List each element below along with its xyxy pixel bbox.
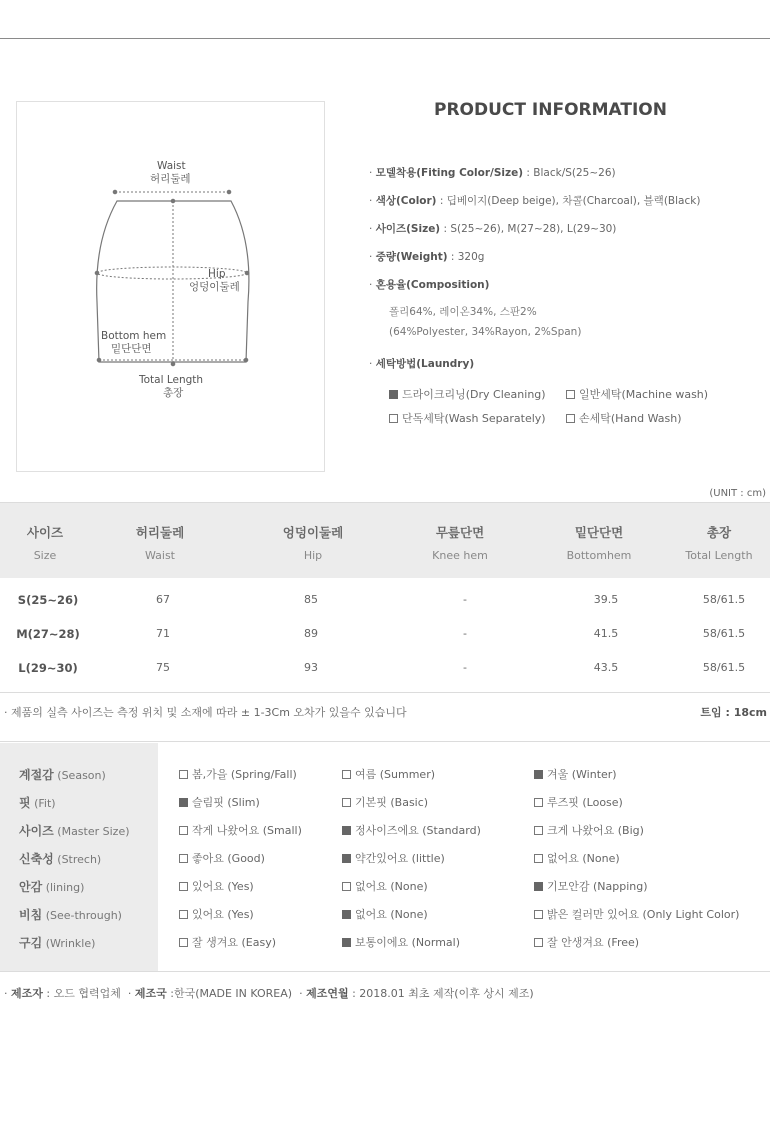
attribute-label [19,906,122,923]
bullet: · [369,251,373,263]
checkbox-checked-icon [534,770,543,779]
attribute-option [534,794,623,810]
pi-value: 딥베이지(Deep beige), 차콜(Charcoal), 블랙(Black) [446,195,701,207]
table-cell: 89 [304,627,318,640]
checkbox-empty-icon [179,854,188,863]
attribute-label-ko: 신축성 [19,852,54,866]
attribute-option [179,934,276,950]
attribute-label [19,850,101,867]
attribute-option-label: 좋아요 (Good) [192,852,265,865]
pi-key: 중량(Weight) [375,251,448,263]
checkbox-empty-icon [342,798,351,807]
checkbox-empty-icon [534,854,543,863]
pi-row-color [369,193,700,208]
th-ko: 밑단단면 [574,525,624,540]
skirt-diagram [16,101,325,472]
laundry-machine-wash [566,386,708,402]
attribute-option [342,794,428,810]
bullet: · [369,279,373,291]
attribute-label [19,934,95,951]
laundry-dry-cleaning [389,386,546,402]
th-knee [390,523,530,562]
checkbox-empty-icon [534,826,543,835]
th-bottomhem [529,523,669,562]
attribute-label-ko: 계절감 [19,768,54,782]
table-cell: 39.5 [593,593,619,606]
th-en: Hip [303,549,323,562]
th-en: Waist [144,549,175,562]
attribute-option-label: 슬림핏 (Slim) [192,796,260,809]
length-label-ko: 총장 [163,387,184,399]
pi-key: 모델착용(Fiting Color/Size) [375,167,524,179]
checkbox-checked-icon [389,390,398,399]
pi-row-composition [369,277,489,292]
pi-key: 사이즈(Size) [375,223,441,235]
table-cell: L(29~30) [18,661,78,675]
attribute-label-ko: 구김 [19,936,43,950]
checkbox-checked-icon [342,826,351,835]
checkbox-empty-icon [179,910,188,919]
table-cell: - [463,593,467,606]
attribute-label-en: (Fit) [34,797,56,810]
pi-key: 세탁방법(Laundry) [375,358,475,370]
attribute-option [179,906,254,922]
pi-key: 색상(Color) [375,195,437,207]
table-cell: - [463,627,467,640]
checkbox-empty-icon [389,414,398,423]
attribute-option [342,906,428,922]
waist-label-en: Waist [157,160,186,172]
slit-info: 트임 : 18cm [700,706,767,719]
attributes-bottom-divider [0,971,770,972]
attribute-option-label: 겨울 (Winter) [547,768,617,781]
attribute-option-label: 없어요 (None) [355,908,428,921]
attribute-option [179,822,302,838]
composition-en: (64%Polyester, 34%Rayon, 2%Span) [389,326,582,338]
attribute-option [534,906,739,922]
maker-value: 오드 협력업체 [53,987,121,1000]
attribute-label-en: (Season) [57,769,106,782]
table-cell: S(25~26) [17,593,79,607]
table-cell: 67 [156,593,170,606]
pi-key: 혼용율(Composition) [375,279,490,291]
attribute-option-label: 보통이에요 (Normal) [355,936,461,949]
pi-value: Black/S(25~26) [533,167,616,179]
table-cell: M(27~28) [16,627,80,641]
th-en: Size [33,549,57,562]
checkbox-checked-icon [342,854,351,863]
th-ko: 무릎단면 [435,525,485,540]
country-value: 한국(MADE IN KOREA) [173,987,293,1000]
length-label-en: Total Length [139,374,204,386]
attribute-option-label: 봄,가을 (Spring/Fall) [192,768,297,781]
pi-value: 320g [457,251,485,263]
hip-label-en: Hip [208,268,226,280]
country-label: 제조국 [134,987,167,1000]
attribute-option-label: 밝은 컬러만 있어요 (Only Light Color) [547,908,740,921]
bullet: · [369,195,373,207]
attribute-option [534,934,639,950]
checkbox-empty-icon [342,770,351,779]
attribute-option-label: 기모안감 (Napping) [547,880,648,893]
attribute-label-en: (See-through) [45,909,122,922]
attribute-label-ko: 비침 [19,908,43,922]
th-ko: 사이즈 [26,525,64,540]
attribute-label-en: (Wrinkle) [45,937,96,950]
attribute-option-label: 정사이즈에요 (Standard) [355,824,481,837]
checkbox-empty-icon [342,882,351,891]
attribute-option [179,794,260,810]
table-cell: 43.5 [593,661,619,674]
attribute-option-label: 기본핏 (Basic) [355,796,429,809]
date-value: 2018.01 최초 제작(이후 상시 제조) [359,987,534,1000]
pi-row-model [369,165,616,180]
checkbox-empty-icon [179,882,188,891]
attribute-label [19,794,56,811]
attribute-option [179,850,265,866]
attribute-option [342,850,445,866]
hip-label-ko: 엉덩이둘레 [189,281,240,293]
checkbox-checked-icon [534,882,543,891]
th-en: Knee hem [432,549,488,562]
attribute-label [19,822,130,839]
product-info-title: PRODUCT INFORMATION [434,100,667,120]
checkbox-empty-icon [179,826,188,835]
table-cell: 93 [304,661,318,674]
attribute-label [19,878,84,895]
table-cell: 58/61.5 [702,593,746,606]
hem-label-ko: 밑단단면 [111,343,152,355]
colon: : [443,223,447,235]
waist-label-ko: 허리둘레 [150,173,191,185]
attribute-label-ko: 핏 [19,796,31,810]
th-waist [90,523,230,562]
attribute-option-label: 잘 생겨요 (Easy) [192,936,277,949]
laundry-label: 일반세탁(Machine wash) [579,388,709,401]
maker-label: 제조자 [11,987,43,1000]
unit-label: (UNIT : cm) [709,488,766,499]
laundry-label: 손세탁(Hand Wash) [579,412,682,425]
table-cell: 58/61.5 [702,627,746,640]
th-en: Total Length [685,549,753,562]
checkbox-empty-icon [534,938,543,947]
th-ko: 엉덩이둘레 [282,525,344,540]
th-en: Bottomhem [566,549,632,562]
attribute-option-label: 있어요 (Yes) [192,880,254,893]
attribute-label-en: (lining) [45,881,85,894]
checkbox-empty-icon [534,798,543,807]
attribute-option-label: 없어요 (None) [355,880,428,893]
measurement-note: · 제품의 실측 사이즈는 측정 위치 및 소재에 따라 ± 1-3Cm 오차가 있을수 있습니다 [4,706,407,719]
hem-label-en: Bottom hem [101,330,167,342]
table-cell: 85 [304,593,318,606]
attribute-option-label: 잘 안생겨요 (Free) [547,936,640,949]
table-cell: - [463,661,467,674]
checkbox-empty-icon [179,938,188,947]
colon: : [450,251,455,263]
attribute-option-label: 작게 나왔어요 (Small) [192,824,302,837]
attribute-option [342,934,460,950]
checkbox-empty-icon [566,414,575,423]
bullet: · [369,167,373,179]
attribute-label [19,766,106,783]
pi-row-laundry [369,356,474,371]
bullet: · [369,358,373,370]
colon: : [439,195,444,207]
table-bottom-divider [0,692,770,693]
bullet: · [4,987,11,1000]
attribute-label-ko: 안감 [19,880,43,894]
pi-row-weight [369,249,484,264]
checkbox-checked-icon [342,910,351,919]
attribute-option [179,766,297,782]
attribute-option [534,878,648,894]
table-cell: 75 [156,661,170,674]
attribute-option [534,766,617,782]
top-divider [0,38,770,39]
attribute-option [534,822,644,838]
attribute-option [342,822,481,838]
attribute-option [342,878,428,894]
th-ko: 총장 [706,525,732,540]
checkbox-empty-icon [566,390,575,399]
attribute-option [179,878,254,894]
attribute-option-label: 여름 (Summer) [355,768,436,781]
bullet: · [369,223,373,235]
table-cell: 71 [156,627,170,640]
attribute-label-en: (Master Size) [57,825,130,838]
checkbox-checked-icon [342,938,351,947]
attribute-option-label: 없어요 (None) [547,852,620,865]
attribute-option-label: 약간있어요 (little) [355,852,445,865]
checkbox-empty-icon [179,770,188,779]
attribute-option-label: 있어요 (Yes) [192,908,254,921]
pi-row-size [369,221,616,236]
checkbox-checked-icon [179,798,188,807]
attribute-option-label: 루즈핏 (Loose) [547,796,623,809]
attributes-top-divider [0,741,770,742]
attribute-label-en: (Strech) [57,853,102,866]
manufacture-info: · 제조자 : 오드 협력업체 · 제조국 :한국(MADE IN KOREA) · 제조연월 : 2018.01 최초 제작(이후 상시 제조) [4,987,534,1000]
th-hip [243,523,383,562]
date-label: 제조연월 [306,987,349,1000]
attribute-option [342,766,435,782]
laundry-hand-wash [566,410,682,426]
colon: : [526,167,530,179]
laundry-label: 드라이크리닝(Dry Cleaning) [402,388,546,401]
composition-ko: 폴리64%, 레이온34%, 스판2% [389,306,537,318]
laundry-wash-separately [389,410,546,426]
size-table-header [0,503,770,578]
skirt-outline [17,102,326,473]
pi-value: S(25~26), M(27~28), L(29~30) [450,223,617,235]
attribute-option [534,850,620,866]
th-length [649,523,770,562]
table-cell: 41.5 [593,627,619,640]
th-ko: 허리둘레 [135,525,185,540]
laundry-label: 단독세탁(Wash Separately) [402,412,546,425]
attribute-option-label: 크게 나왔어요 (Big) [547,824,644,837]
checkbox-empty-icon [534,910,543,919]
attribute-label-ko: 사이즈 [19,824,54,838]
table-cell: 58/61.5 [702,661,746,674]
